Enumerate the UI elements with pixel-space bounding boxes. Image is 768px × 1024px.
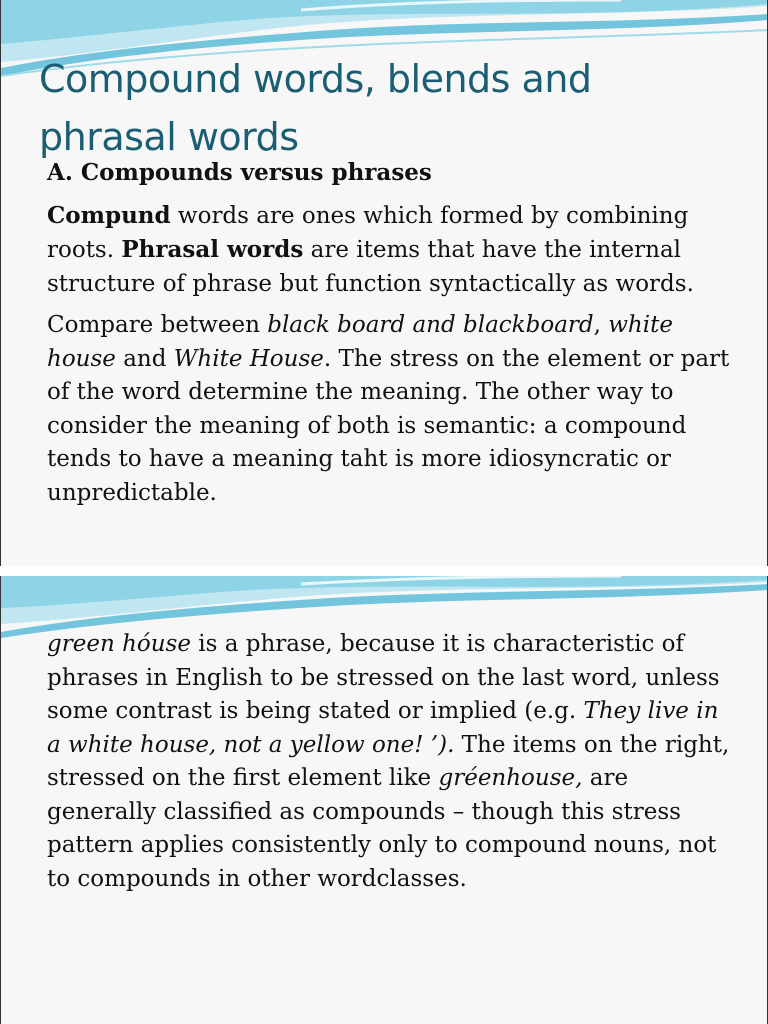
paragraph-green-house: green hóuse is a phrase, because it is characteristic of phrases in English to be stressed on the last word, unless some contrast is being stated or implied (e.g. They live in a white house, not a yellow one! ’). The items on the right, stressed on the first element like gréenhouse, are generally classified as compounds – though this stress pattern applies consistently only to compound nouns, not to compounds in other wordclasses. <box>47 631 730 892</box>
slide-2 <box>0 576 768 1024</box>
slide-separator <box>0 566 768 576</box>
paragraph-compound-definition: Compund words are ones which formed by combining roots. Phrasal words are items that have the internal structure of phrase but function syntactically as words. <box>47 201 694 297</box>
slide-2-content <box>47 628 737 904</box>
slide-1-content <box>47 156 737 518</box>
paragraph-comparison: Compare between black board and blackboard, white house and White House. The stress on the element or part of the word determine the meaning. The other way to consider the meaning of both is semantic: a compound tends to have a meaning taht is more idiosyncratic or unpredictable. <box>47 312 730 506</box>
section-heading: A. Compounds versus phrases <box>47 159 432 186</box>
slide-title: Compound words, blends and phrasal words <box>39 57 592 159</box>
